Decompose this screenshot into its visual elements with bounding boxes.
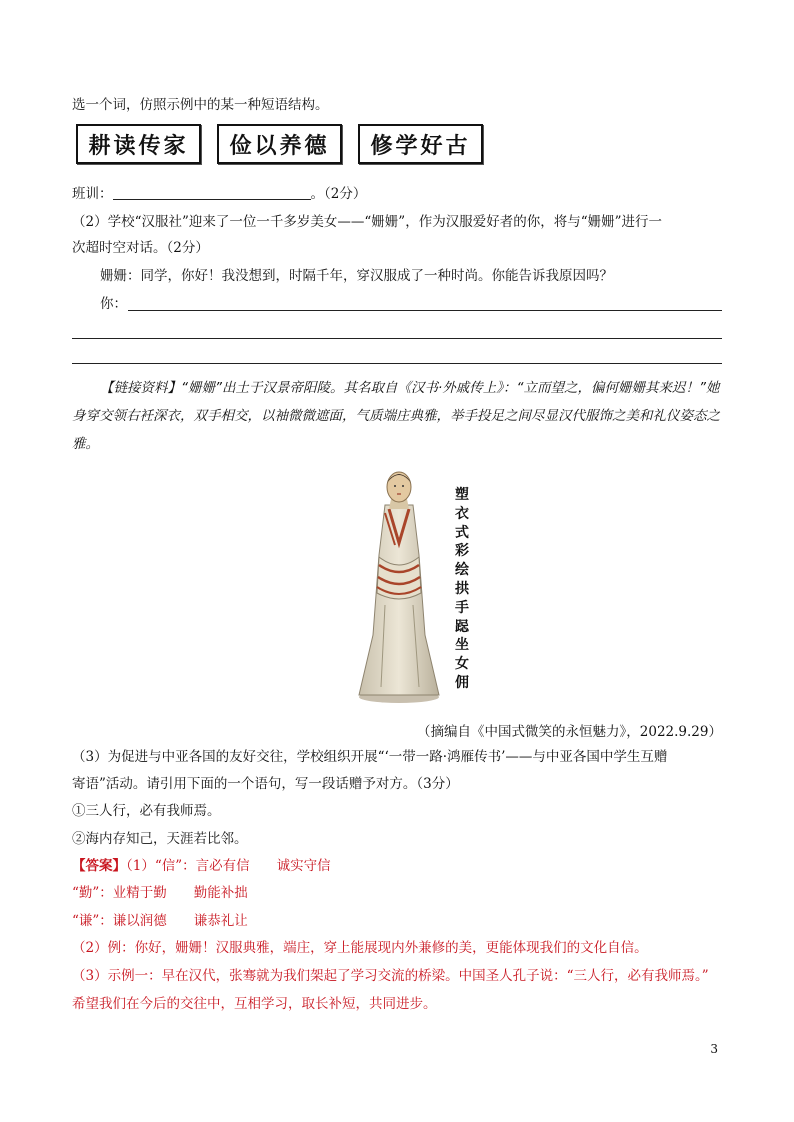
answer-text-5: （3）示例一：早在汉代，张骞就为我们架起了学习交流的桥梁。中国圣人孔子说：“三人行，必有我师焉。” <box>72 968 709 984</box>
banxun-line <box>72 184 366 204</box>
figure-caption: 塑衣式彩绘拱手跽坐女佣 <box>455 487 469 691</box>
answer-text-6: 希望我们在今后的交往中，互相学习，取长补短，共同进步。 <box>72 996 437 1012</box>
answer-text-3: “谦”：谦以润德 谦恭礼让 <box>72 913 248 929</box>
banxun-blank[interactable] <box>113 199 311 200</box>
answer-line-3[interactable] <box>72 363 722 364</box>
answer-label: 【答案】 <box>72 858 126 874</box>
link-material: 【链接资料】“姗姗”出土于汉景帝阳陵。其名取自《汉书·外戚传上》：“立而望之，偏何姗姗其来迟！”她身穿交领右衽深衣，双手相交，以袖微微遮面，气质端庄典雅，举手投足之间尽显汉代服饰之美和礼仪姿态之雅。 <box>72 380 720 452</box>
page-number: 3 <box>710 1042 718 1056</box>
example-boxes <box>76 124 483 164</box>
q3-option-1: ①三人行，必有我师焉。 <box>72 803 221 819</box>
q2-line-2: 次超时空对话。（2分） <box>72 240 209 256</box>
answer-line-1[interactable] <box>128 310 722 311</box>
answer-line-1-row <box>72 856 331 876</box>
q2-line-1: （2）学校“汉服社”迎来了一位一千多岁美女——“姗姗”，作为汉服爱好者的你，将与“姗姗”进行一 <box>72 214 662 230</box>
example-box-2: 俭以养德 <box>217 124 342 164</box>
banxun-label: 班训： <box>72 186 113 202</box>
answer-text-1: （1）“信”：言必有信 诚实守信 <box>126 858 331 874</box>
shanshan-dialogue: 姗姗：同学，你好！我没想到，时隔千年，穿汉服成了一种时尚。你能告诉我原因吗？ <box>100 268 613 284</box>
q3-line-2: 寄语”活动。请引用下面的一个语句，写一段话赠予对方。（3分） <box>72 776 459 792</box>
answer-text-2: “勤”：业精于勤 勤能补拙 <box>72 885 248 901</box>
figurine-image <box>355 465 443 705</box>
example-box-3: 修学好古 <box>358 124 483 164</box>
answer-line-2[interactable] <box>72 338 722 339</box>
example-box-1: 耕读传家 <box>76 124 201 164</box>
answer-text-4: （2）例：你好，姗姗！汉服典雅，端庄，穿上能展现内外兼修的美，更能体现我们的文化自信。 <box>72 940 648 956</box>
q3-line-1: （3）为促进与中亚各国的友好交往，学校组织开展“‘一带一路·鸿雁传书’——与中亚各国中学生互赠 <box>72 749 668 765</box>
q3-option-2: ②海内存知己，天涯若比邻。 <box>72 831 248 847</box>
intro-line: 选一个词，仿照示例中的某一种短语结构。 <box>72 97 329 113</box>
source-citation: （摘编自《中国式微笑的永恒魅力》，2022.9.29） <box>417 724 722 740</box>
banxun-suffix: 。（2分） <box>310 186 367 202</box>
you-label: 你： <box>100 296 127 312</box>
